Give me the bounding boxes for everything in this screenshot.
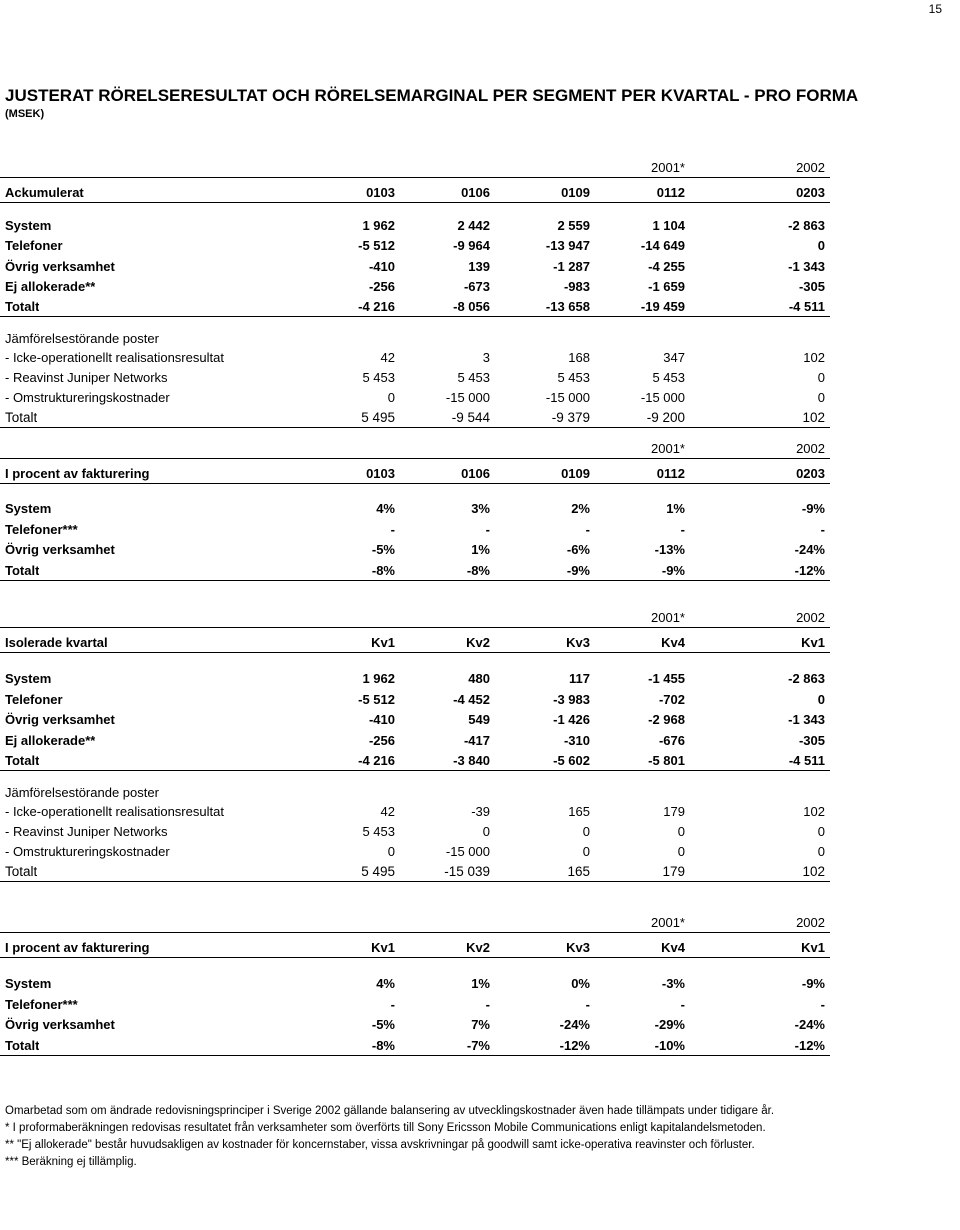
row-label: System (5, 976, 52, 991)
footnote: Omarbetad som om ändrade redovisningsprinciper i Sverige 2002 gällande balansering av utvecklingskostnader även hade tillämpats under tidigare år. (5, 1105, 775, 1117)
table-cell: -256 (368, 732, 395, 748)
table-row (0, 522, 830, 542)
table-cell: -8% (371, 562, 395, 578)
table-cell: - (820, 996, 825, 1012)
adjustment-row (0, 390, 830, 410)
table-cell: -4 255 (648, 258, 685, 274)
table-cell: -15 000 (445, 389, 490, 405)
row-label: - Reavinst Juniper Networks (5, 370, 168, 386)
page-title: JUSTERAT RÖRELSERESULTAT OCH RÖRELSEMARGINAL PER SEGMENT PER KVARTAL - PRO FORMA (5, 86, 859, 105)
column-header-row (0, 635, 830, 653)
row-label: Totalt (5, 753, 40, 768)
table-cell: 2 559 (557, 218, 590, 233)
row-label: Totalt (5, 299, 40, 315)
table-cell: -1 426 (553, 712, 590, 727)
table-cell: - (390, 521, 395, 537)
adjustment-row (0, 844, 830, 864)
table-cell: 102 (802, 863, 825, 879)
year-header-row (0, 160, 830, 178)
table-cell: 168 (568, 350, 590, 366)
table-cell: -305 (798, 732, 825, 748)
table-cell: -24% (794, 1017, 825, 1032)
table-cell: 0 (677, 824, 685, 840)
table-cell: -4 511 (788, 753, 825, 768)
adjustment-row (0, 804, 830, 824)
table-cell: -1 659 (648, 278, 685, 294)
table-cell: 1 962 (362, 671, 395, 686)
table-cell: -15 000 (640, 389, 685, 405)
table-cell: 5 453 (457, 370, 490, 386)
table-cell: 0 (817, 238, 825, 254)
table-cell: -5 602 (553, 753, 590, 768)
table-cell: 102 (803, 350, 825, 366)
table-cell: 480 (468, 671, 490, 686)
table-cell: 42 (380, 804, 395, 820)
table-cell: -14 649 (640, 238, 685, 254)
table-cell: -9 379 (551, 409, 590, 425)
table-cell: -4 216 (358, 299, 395, 315)
row-label: - Reavinst Juniper Networks (5, 824, 168, 840)
table-cell: 0203 (796, 466, 825, 481)
row-label: Totalt (5, 863, 38, 879)
table-cell: Kv3 (566, 940, 590, 955)
table-cell: 1% (666, 501, 685, 516)
table-cell: -3% (661, 976, 685, 991)
table-row (0, 692, 830, 712)
row-label: System (5, 218, 52, 233)
table-row (0, 733, 830, 753)
table-cell: 1 962 (362, 218, 395, 233)
table-cell: -12% (794, 562, 825, 578)
table-cell: 0 (582, 824, 590, 840)
table-cell: 2001* (651, 610, 685, 625)
row-label: Telefoner (5, 238, 63, 254)
table-cell: Kv4 (661, 635, 685, 650)
table-cell: 0 (582, 843, 590, 859)
table-cell: -9% (801, 976, 825, 991)
table-cell: - (390, 996, 395, 1012)
table-cell: -5 801 (648, 753, 685, 768)
table-cell: -5% (371, 542, 395, 557)
table-cell: 139 (468, 258, 490, 274)
footnote: *** Beräkning ej tillämplig. (5, 1156, 137, 1168)
row-label: Totalt (5, 409, 38, 425)
table-cell: 347 (663, 350, 685, 366)
table-cell: 42 (380, 350, 395, 366)
row-label: - Icke-operationellt realisationsresultat (5, 804, 224, 820)
table-cell: -256 (368, 278, 395, 294)
footnotes (5, 1103, 835, 1171)
total-row (0, 1038, 830, 1056)
table-cell: Kv4 (661, 940, 685, 955)
table-cell: 117 (569, 671, 590, 686)
table-cell: 2002 (796, 610, 825, 625)
table-cell: 0112 (656, 185, 685, 200)
column-header-row (0, 466, 830, 484)
adjustment-row (0, 370, 830, 390)
table-row (0, 259, 830, 279)
row-label: Övrig verksamhet (5, 712, 115, 727)
table-row (0, 671, 830, 691)
footnote: ** "Ej allokerade" består huvudsakligen av kostnader för koncernstaber, vissa avskrivningar på goodwill samt icke-operativa reavinster och förluster. (5, 1139, 755, 1151)
table-cell: -7% (466, 1037, 490, 1053)
table-cell: 2001* (651, 441, 685, 456)
total-row (0, 299, 830, 317)
total-row (0, 563, 830, 581)
table-cell: -15 000 (545, 389, 590, 405)
adjustment-row (0, 824, 830, 844)
table-row (0, 976, 830, 996)
table-cell: 0103 (366, 185, 395, 200)
table-cell: Kv1 (801, 635, 825, 650)
table-cell: Kv1 (371, 940, 395, 955)
table-cell: -15 000 (445, 843, 490, 859)
table-cell: 0 (817, 370, 825, 386)
table-cell: -983 (563, 278, 590, 294)
table-cell: -1 287 (553, 258, 590, 274)
table-row (0, 238, 830, 258)
table-cell: -39 (471, 804, 490, 820)
row-label: Övrig verksamhet (5, 258, 115, 274)
table-cell: 0106 (461, 466, 490, 481)
table-cell: 2 442 (457, 218, 490, 233)
table-cell: - (585, 996, 590, 1012)
table-cell: -1 343 (788, 258, 825, 274)
table-cell: -12% (559, 1037, 590, 1053)
table-cell: -29% (654, 1017, 685, 1032)
table-cell: -9% (566, 562, 590, 578)
table-row (0, 218, 830, 238)
page-number: 15 (928, 2, 942, 16)
table-cell: 2% (571, 501, 590, 516)
table-cell: -8 056 (453, 299, 490, 315)
table-cell: 2002 (796, 160, 825, 175)
table-cell: -6% (566, 542, 590, 557)
table-cell: 0 (387, 843, 395, 859)
table-cell: -310 (563, 732, 590, 748)
table-row (0, 1017, 830, 1037)
table-cell: - (680, 521, 685, 537)
table-cell: - (820, 521, 825, 537)
table-cell: -8% (371, 1037, 395, 1053)
column-header-row (0, 185, 830, 203)
table-cell: 3 (482, 350, 490, 366)
table-row (0, 997, 830, 1017)
table-cell: -4 216 (358, 753, 395, 768)
table-cell: -2 968 (648, 712, 685, 727)
table-cell: 4% (376, 976, 395, 991)
table-cell: -676 (658, 732, 685, 748)
table-cell: 5 495 (361, 409, 395, 425)
adjustments-heading (0, 331, 830, 351)
footnote: * I proformaberäkningen redovisas resultatet från verksamheter som överförts till Sony Ericsson Mobile Communications enligt kapitalandelsmetoden. (5, 1122, 766, 1134)
row-label: Övrig verksamhet (5, 1017, 115, 1032)
table-cell: -24% (559, 1017, 590, 1032)
adjustments-heading (0, 785, 830, 805)
table-cell: Kv1 (371, 635, 395, 650)
table-cell: 5 453 (362, 824, 395, 840)
table-cell: 1% (471, 542, 490, 557)
table-cell: -9 544 (451, 409, 490, 425)
table-cell: 2002 (796, 441, 825, 456)
table-cell: 5 495 (361, 863, 395, 879)
table-cell: - (485, 996, 490, 1012)
table-cell: -305 (798, 278, 825, 294)
table-cell: 5 453 (652, 370, 685, 386)
table-cell: -13 658 (545, 299, 590, 315)
adjustment-total-row (0, 410, 830, 428)
row-label: Jämförelsestörande poster (5, 784, 159, 800)
table-cell: 0106 (461, 185, 490, 200)
total-row (0, 753, 830, 771)
table-cell: -5 512 (358, 238, 395, 254)
table-cell: -8% (466, 562, 490, 578)
table-cell: 5 453 (557, 370, 590, 386)
table-cell: 2001* (651, 160, 685, 175)
table-cell: -410 (368, 258, 395, 274)
row-label: Ej allokerade** (5, 732, 96, 748)
table-cell: -4 452 (453, 691, 490, 707)
year-header-row (0, 610, 830, 628)
table-row (0, 542, 830, 562)
table-cell: Kv2 (466, 940, 490, 955)
table-cell: Kv2 (466, 635, 490, 650)
table-cell: -673 (463, 278, 490, 294)
table-cell: 1% (471, 976, 490, 991)
table-cell: -3 840 (453, 753, 490, 768)
table-cell: 0 (817, 843, 825, 859)
table-cell: 4% (376, 501, 395, 516)
table-cell: 102 (802, 409, 825, 425)
table-cell: -9% (661, 562, 685, 578)
table-cell: 0203 (796, 185, 825, 200)
row-label: I procent av fakturering (5, 466, 150, 481)
table-cell: -1 343 (788, 712, 825, 727)
table-cell: -1 455 (648, 671, 685, 686)
table-cell: - (680, 996, 685, 1012)
table-cell: -24% (794, 542, 825, 557)
row-label: I procent av fakturering (5, 940, 150, 955)
table-cell: -12% (794, 1037, 825, 1053)
table-cell: -19 459 (640, 299, 685, 315)
table-cell: 0 (817, 389, 825, 405)
table-cell: 0 (817, 824, 825, 840)
row-label: Ej allokerade** (5, 278, 96, 294)
table-cell: 179 (662, 863, 685, 879)
table-cell: -5 512 (358, 691, 395, 707)
row-label: Ackumulerat (5, 185, 84, 200)
table-cell: - (485, 521, 490, 537)
table-cell: -15 039 (444, 863, 490, 879)
adjustment-total-row (0, 864, 830, 882)
row-label: System (5, 501, 52, 516)
table-cell: -9 964 (453, 238, 490, 254)
table-cell: 102 (803, 804, 825, 820)
table-cell: -2 863 (788, 218, 825, 233)
table-cell: 549 (468, 712, 490, 727)
row-label: Jämförelsestörande poster (5, 330, 159, 346)
table-cell: 1 104 (652, 218, 685, 233)
table-cell: -13 947 (545, 238, 590, 254)
table-cell: 0 (482, 824, 490, 840)
table-cell: 179 (663, 804, 685, 820)
table-cell: 0109 (561, 185, 590, 200)
table-cell: -2 863 (788, 671, 825, 686)
table-cell: 0103 (366, 466, 395, 481)
table-cell: 0 (387, 389, 395, 405)
table-cell: 0 (817, 691, 825, 707)
column-header-row (0, 940, 830, 958)
table-cell: -13% (654, 542, 685, 557)
table-cell: -9% (801, 501, 825, 516)
row-label: Telefoner*** (5, 996, 78, 1012)
year-header-row (0, 441, 830, 459)
adjustment-row (0, 350, 830, 370)
row-label: Telefoner (5, 691, 63, 707)
row-label: Isolerade kvartal (5, 635, 108, 650)
table-cell: Kv1 (801, 940, 825, 955)
table-cell: -5% (371, 1017, 395, 1032)
table-cell: 165 (567, 863, 590, 879)
table-cell: 3% (471, 501, 490, 516)
row-label: System (5, 671, 52, 686)
row-label: - Omstruktureringskostnader (5, 843, 170, 859)
table-cell: -9 200 (646, 409, 685, 425)
table-cell: Kv3 (566, 635, 590, 650)
table-row (0, 279, 830, 299)
table-cell: 7% (471, 1017, 490, 1032)
row-label: Övrig verksamhet (5, 542, 115, 557)
table-cell: -702 (658, 691, 685, 707)
table-cell: 165 (568, 804, 590, 820)
table-cell: 2002 (796, 915, 825, 930)
table-cell: 0112 (656, 466, 685, 481)
table-cell: 2001* (651, 915, 685, 930)
table-cell: -417 (463, 732, 490, 748)
table-cell: -4 511 (788, 299, 825, 315)
page-subtitle: (MSEK) (5, 108, 45, 120)
table-cell: -410 (368, 712, 395, 727)
table-cell: 0 (677, 843, 685, 859)
table-row (0, 501, 830, 521)
row-label: Totalt (5, 562, 40, 578)
row-label: Totalt (5, 1037, 40, 1053)
table-cell: 0% (571, 976, 590, 991)
year-header-row (0, 915, 830, 933)
table-cell: 0109 (561, 466, 590, 481)
row-label: Telefoner*** (5, 521, 78, 537)
row-label: - Omstruktureringskostnader (5, 389, 170, 405)
table-cell: -10% (654, 1037, 685, 1053)
table-cell: -3 983 (553, 691, 590, 707)
table-cell: 5 453 (362, 370, 395, 386)
row-label: - Icke-operationellt realisationsresultat (5, 350, 224, 366)
table-cell: - (585, 521, 590, 537)
table-row (0, 712, 830, 732)
